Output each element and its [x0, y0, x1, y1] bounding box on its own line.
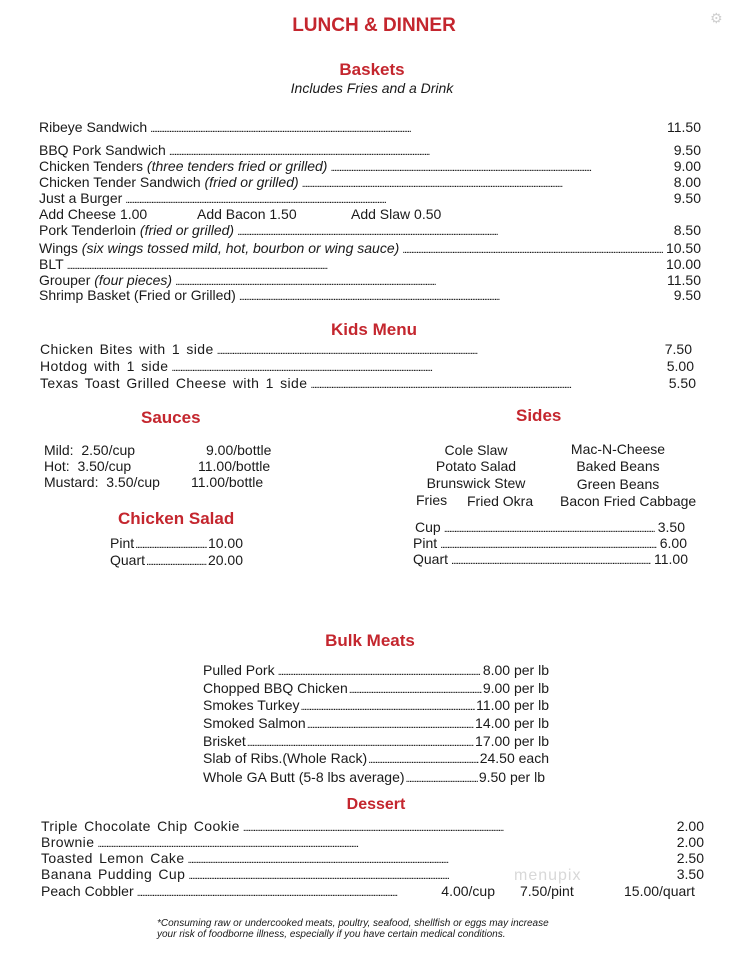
baskets-subtitle: Includes Fries and a Drink — [290, 80, 454, 96]
sides-size-quart — [413, 551, 688, 569]
bulk-item-brisket — [203, 733, 549, 751]
item-name: Ribeye Sandwich — [39, 119, 148, 135]
item-price: 10.00 — [207, 535, 243, 551]
item-price: 9.50 — [673, 287, 701, 303]
leader-dots — [146, 552, 207, 570]
leader-dots — [368, 750, 479, 768]
disclaimer-line-2: your risk of foodborne illness, especially if you have certain medical conditions. — [157, 929, 506, 940]
item-price: 3.50 — [657, 519, 685, 535]
item-price: 2.00 — [676, 834, 704, 850]
leader-dots — [239, 287, 671, 305]
leader-dots — [135, 535, 207, 553]
chicken-salad-pint — [110, 535, 243, 553]
leader-dots — [150, 119, 664, 137]
item-price: 11.50 — [667, 119, 701, 135]
item-name: Texas Toast Grilled Cheese with 1 side — [40, 375, 308, 391]
item-price: 8.00 — [673, 174, 701, 190]
menu-item-pork-tenderloin — [39, 222, 701, 240]
side-fried-okra: Fried Okra — [467, 493, 534, 509]
sauce-mild-bottle: 9.00/bottle — [206, 442, 272, 458]
bulk-item-turkey — [203, 697, 549, 715]
item-name: BBQ Pork Sandwich — [39, 142, 166, 158]
item-name: Smokes Turkey — [203, 697, 300, 713]
kids-item-chicken-bites — [40, 341, 692, 359]
leader-dots — [349, 680, 482, 698]
item-name: Pint — [413, 535, 438, 551]
watermark: menupix — [514, 867, 582, 884]
item-price: 9.00 — [673, 158, 701, 174]
bulk-item-chopped-chicken — [203, 680, 549, 698]
dessert-item-peach-cobbler — [41, 883, 495, 901]
page-title: LUNCH & DINNER — [292, 15, 456, 36]
item-price: 11.50 — [667, 272, 701, 288]
dessert-item-banana-pudding — [41, 866, 704, 884]
item-name: Chicken Tenders (three tenders fried or grilled) — [39, 158, 328, 174]
disclaimer-line-1: *Consuming raw or undercooked meats, poultry, seafood, shellfish or eggs may increase — [157, 918, 549, 929]
sauce-hot-label: Hot: 3.50/cup — [44, 458, 132, 474]
addon-cheese: Add Cheese 1.00 — [39, 206, 148, 222]
item-name: Pulled Pork — [203, 662, 275, 678]
kids-item-grilled-cheese — [40, 375, 696, 393]
leader-dots — [278, 662, 480, 680]
item-name: Slab of Ribs.(Whole Rack) — [203, 750, 368, 766]
item-price: 8.00 per lb — [482, 662, 549, 678]
cobbler-quart-price: 15.00/quart — [624, 883, 695, 899]
item-price: 10.00 — [665, 256, 701, 272]
item-price: 20.00 — [207, 552, 243, 568]
item-name: Quart — [413, 551, 449, 567]
sauces-heading: Sauces — [141, 408, 201, 427]
leader-dots — [406, 769, 478, 787]
leader-dots — [310, 375, 665, 393]
kids-item-hotdog — [40, 358, 694, 376]
leader-dots — [451, 551, 651, 569]
item-price: 5.50 — [668, 375, 696, 391]
bulk-item-salmon — [203, 715, 549, 733]
cobbler-pint-price: 7.50/pint — [520, 883, 574, 899]
item-name: BLT — [39, 256, 64, 272]
leader-dots — [300, 697, 475, 715]
item-price: 17.00 per lb — [475, 733, 549, 749]
dessert-heading: Dessert — [346, 796, 406, 813]
item-name: Whole GA Butt (5-8 lbs average) — [203, 769, 405, 785]
side-fries: Fries — [416, 492, 448, 508]
item-name: Wings (six wings tossed mild, hot, bourbon or wing sauce) — [39, 240, 400, 256]
sides-heading: Sides — [516, 406, 562, 425]
chicken-salad-quart — [110, 552, 243, 570]
sauce-mustard-label: Mustard: 3.50/cup — [44, 474, 160, 490]
menu-item-ribeye — [39, 119, 701, 137]
item-name: Toasted Lemon Cake — [41, 850, 185, 866]
item-price: 8.50 — [673, 222, 701, 238]
sauce-mild-label: Mild: 2.50/cup — [44, 442, 136, 458]
leader-dots — [237, 222, 671, 240]
cobbler-cup-price: 4.00/cup — [441, 883, 495, 899]
item-name: Chopped BBQ Chicken — [203, 680, 348, 696]
bulk-heading: Bulk Meats — [325, 631, 415, 650]
item-name: Pork Tenderloin (fried or grilled) — [39, 222, 235, 238]
sauce-hot-bottle: 11.00/bottle — [198, 458, 271, 474]
item-price: 5.00 — [666, 358, 694, 374]
item-name: Peach Cobbler — [41, 883, 134, 899]
item-price: 24.50 each — [479, 750, 549, 766]
baskets-heading: Baskets — [339, 60, 405, 79]
item-name: Grouper (four pieces) — [39, 272, 173, 288]
item-name: Brownie — [41, 834, 95, 850]
chicken-salad-heading: Chicken Salad — [118, 509, 235, 528]
item-price: 2.00 — [676, 818, 704, 834]
leader-dots — [171, 358, 663, 376]
leader-dots — [188, 866, 673, 884]
item-name: Hotdog with 1 side — [40, 358, 169, 374]
item-price: 9.50 — [673, 142, 701, 158]
bulk-item-ga-butt — [203, 769, 545, 787]
item-price: 11.00 — [654, 551, 688, 567]
addon-bacon: Add Bacon 1.50 — [197, 206, 297, 222]
item-price: 14.00 per lb — [475, 715, 549, 731]
item-price: 9.00 per lb — [482, 680, 549, 696]
item-price: 9.50 — [673, 190, 701, 206]
item-name: Shrimp Basket (Fried or Grilled) — [39, 287, 236, 303]
side-mac-n-cheese: Mac-N-Cheese — [570, 441, 666, 457]
side-cole-slaw: Cole Slaw — [444, 442, 508, 458]
item-name: Pint — [110, 535, 135, 551]
item-price: 9.50 per lb — [478, 769, 545, 785]
item-price: 2.50 — [676, 850, 704, 866]
item-name: Banana Pudding Cup — [41, 866, 186, 882]
leader-dots — [307, 715, 474, 733]
side-baked-beans: Baked Beans — [576, 458, 660, 474]
leader-dots — [217, 341, 662, 359]
side-green-beans: Green Beans — [576, 476, 660, 492]
side-potato-salad: Potato Salad — [435, 458, 517, 474]
item-name: Brisket — [203, 733, 246, 749]
item-price: 10.50 — [665, 240, 701, 256]
addon-slaw: Add Slaw 0.50 — [351, 206, 442, 222]
side-brunswick-stew: Brunswick Stew — [426, 475, 526, 491]
item-price: 7.50 — [664, 341, 692, 357]
item-price: 6.00 — [659, 535, 687, 551]
bulk-item-pulled-pork — [203, 662, 549, 680]
leader-dots — [137, 883, 439, 901]
item-name: Quart — [110, 552, 146, 568]
item-name: Triple Chocolate Chip Cookie — [41, 818, 240, 834]
item-name: Chicken Tender Sandwich (fried or grilled) — [39, 174, 299, 190]
item-name: Smoked Salmon — [203, 715, 306, 731]
leader-dots — [247, 733, 474, 751]
item-price: 11.00 per lb — [476, 697, 549, 713]
item-name: Chicken Bites with 1 side — [40, 341, 214, 357]
menu-item-shrimp-basket — [39, 287, 701, 305]
item-name: Cup — [415, 519, 441, 535]
item-name: Just a Burger — [39, 190, 123, 206]
item-price: 3.50 — [676, 866, 704, 882]
gear-icon: ⚙ — [710, 10, 723, 26]
bulk-item-ribs — [203, 750, 549, 768]
side-bacon-fried-cabbage: Bacon Fried Cabbage — [560, 493, 697, 509]
sauce-mustard-bottle: 11.00/bottle — [191, 474, 264, 490]
kids-heading: Kids Menu — [331, 320, 417, 339]
